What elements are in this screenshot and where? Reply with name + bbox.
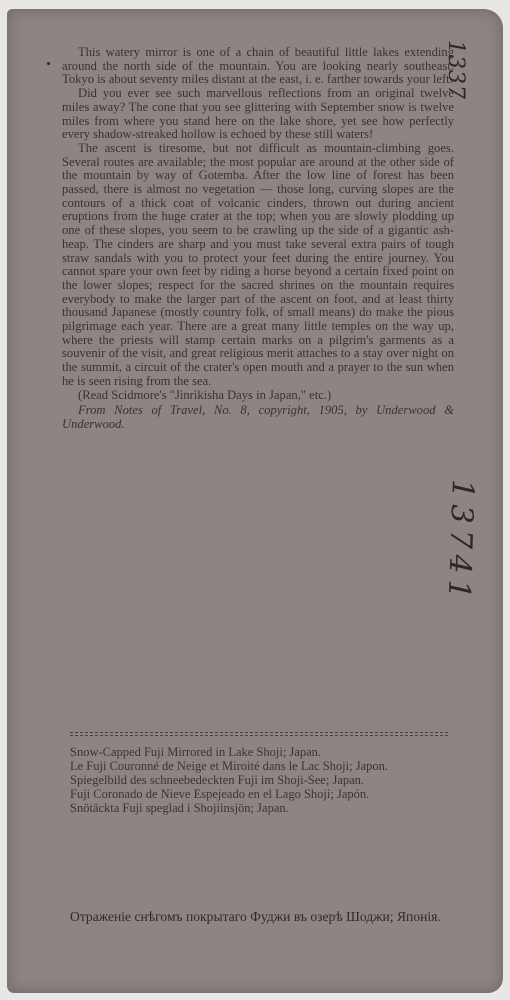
source-note: From Notes of Travel, No. 8, copyright, 1905, by Underwood & Underwood.	[62, 403, 454, 431]
caption-french: Le Fuji Couronné de Neige et Miroité dans le Lac Shoji; Japon.	[70, 759, 388, 774]
paragraph-ascent: The ascent is tiresome, but not difficult as mountain-climbing goes. Several routes are available; the most popular are around at the other side of the mountain by way of Gotemba. After the low line of forest has been passed, there is almost no vegetation — those long, curving slopes are the contours of a thick coat of volcanic cinders, thrown out during ancient eruptions from the huge crater at the top; when you are slowly plodding up one of these slopes, you seem to be crawling up the side of a gigantic ash-heap. The cinders are sharp and you must take several extra pairs of tough straw sandals with you to protect your feet during the entire journey. You cannot spare your own feet by riding a horse beyond a certain fixed point on the lower slopes; respect for the sacred shrines on the mountain requires everybody to make the larger part of the ascent on foot, and at least thirty thousand Japanese (mostly country folk, of small means) do make the pious pilgrimage each year. There are a great many little temples on the way up, where the priests will stamp certain marks on a pilgrim's garments as a souvenir of the visit, and great religious merit attaches to a stay over night on the summit, a circuit of the crater's open mouth and a prayer to the sun when he is seen rising from the sea.	[62, 140, 454, 388]
divider-rule	[70, 732, 448, 733]
description-text	[62, 46, 454, 432]
paragraph-lake: This watery mirror is one of a chain of beautiful little lakes extending around the north side of the mountain. You are looking nearly southeast. Tokyo is about seventy miles distant at the east, i. e. farther towards your left.	[62, 45, 454, 87]
handwritten-number-top: 1337	[443, 40, 468, 100]
paragraph-reflection: Did you ever see such marvellous reflections from an original twelve miles away? The cone that you see glittering with September snow is twelve miles from where you stand here on the lake shore, yet see how perfectly every shadow-streaked hollow is echoed by these still waters!	[62, 86, 454, 142]
stereocard-back	[8, 10, 502, 992]
paragraph-reference: (Read Scidmore's "Jinrikisha Days in Japan," etc.)	[78, 387, 332, 402]
caption-spanish: Fuji Coronado de Nieve Espejeado en el Lago Shoji; Japón.	[70, 787, 370, 802]
caption-swedish: Snötäckta Fuji speglad i Shojiinsjön; Japan.	[70, 801, 289, 816]
caption-list	[70, 745, 454, 815]
divider-rule-2	[70, 735, 448, 736]
caption-english: Snow-Capped Fuji Mirrored in Lake Shoji; Japan.	[70, 745, 322, 759]
caption-russian-block	[70, 908, 454, 925]
caption-german: Spiegelbild des schneebedeckten Fuji im Shoji-See; Japan.	[70, 773, 365, 788]
handwritten-number-side: 13741	[440, 478, 480, 606]
caption-russian: Отраженіе снѣгомъ покрытаго Фуджи въ озерѣ Шоджи; Японія.	[70, 909, 441, 924]
ink-dot	[47, 62, 50, 65]
